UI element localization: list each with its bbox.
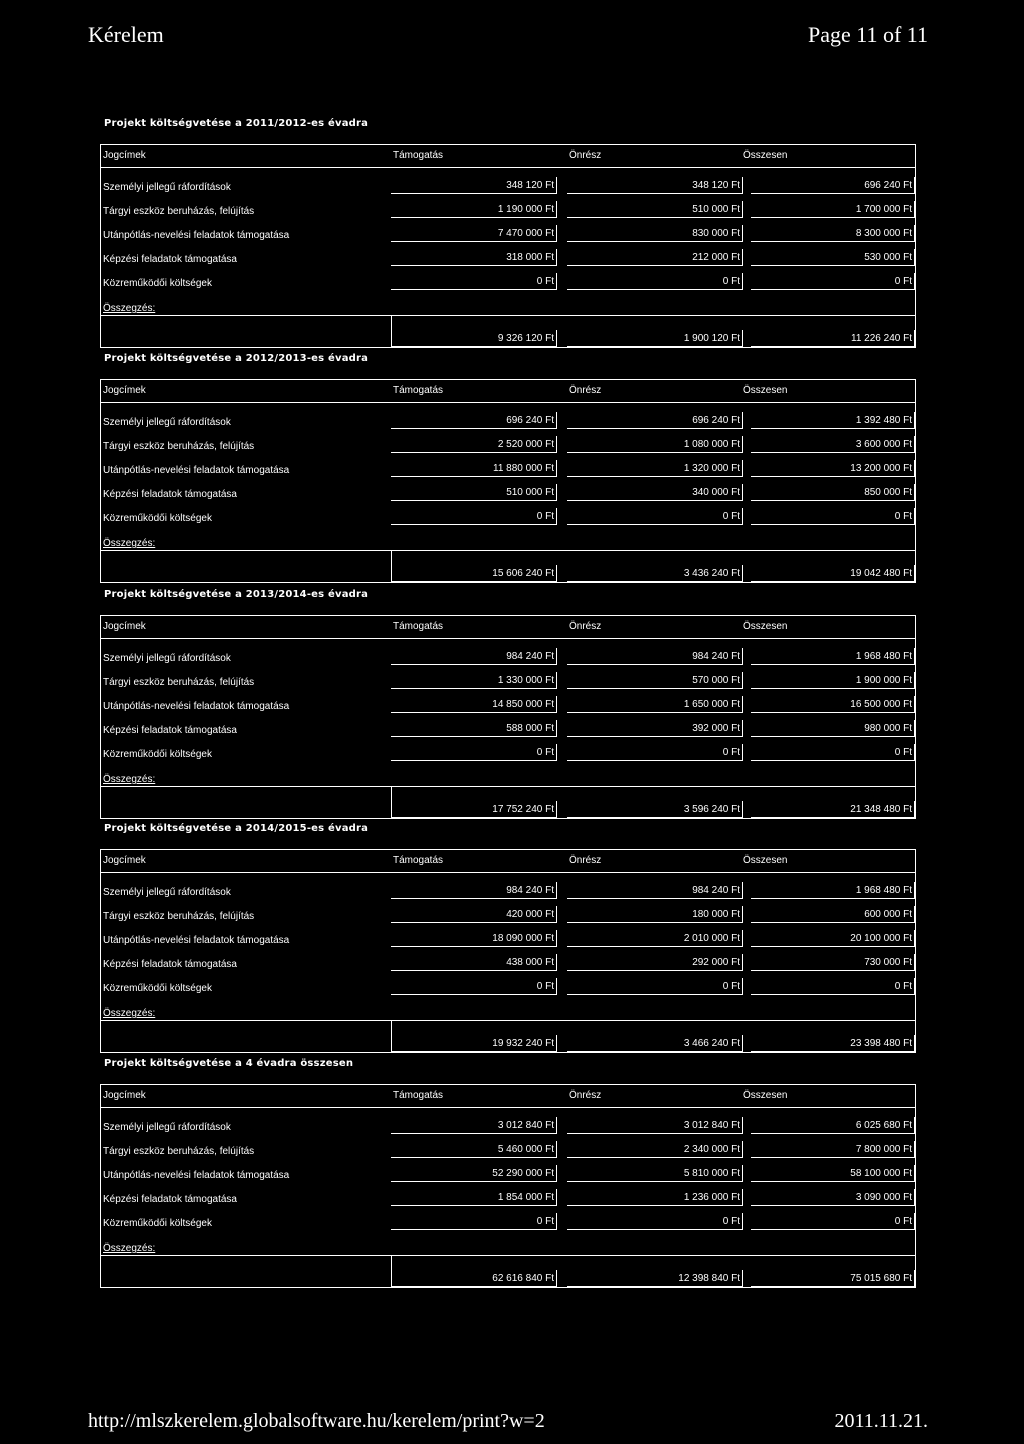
col-header-onresz: Önrész (569, 385, 602, 396)
section-title: Projekt költségvetése a 2011/2012-es évadra (104, 118, 369, 129)
osszesen-value: 0 Ft (751, 1213, 915, 1230)
col-header-tamogatas: Támogatás (393, 385, 444, 396)
table-row (101, 670, 915, 690)
summary-label: Összegzés: (103, 1243, 156, 1254)
col-header-jogcimek: Jogcímek (103, 150, 146, 161)
row-label: Utánpótlás-nevelési feladatok támogatása (103, 230, 290, 241)
row-label: Közreműködői költségek (103, 1218, 212, 1229)
document-title: Kérelem (88, 22, 164, 47)
row-label: Képzési feladatok támogatása (103, 959, 237, 970)
onresz-value: 0 Ft (567, 744, 743, 761)
col-header-osszesen: Összesen (743, 855, 788, 866)
col-header-tamogatas: Támogatás (393, 1090, 444, 1101)
budget-table (100, 1084, 916, 1288)
onresz-value: 348 120 Ft (567, 177, 743, 194)
row-label: Közreműködői költségek (103, 278, 212, 289)
col-header-tamogatas: Támogatás (393, 150, 444, 161)
table-row (101, 646, 915, 666)
summary-row (101, 1020, 915, 1053)
sum-onresz: 12 398 840 Ft (567, 1270, 743, 1287)
osszesen-value: 6 025 680 Ft (751, 1117, 915, 1134)
summary-label: Összegzés: (103, 1008, 156, 1019)
tamogatas-value: 1 190 000 Ft (391, 201, 557, 218)
osszesen-value: 600 000 Ft (751, 906, 915, 923)
sum-onresz: 1 900 120 Ft (567, 330, 743, 347)
tamogatas-value: 18 090 000 Ft (391, 930, 557, 947)
table-row (101, 410, 915, 430)
summary-label: Összegzés: (103, 303, 156, 314)
table-row (101, 434, 915, 454)
tamogatas-value: 984 240 Ft (391, 882, 557, 899)
tamogatas-value: 52 290 000 Ft (391, 1165, 557, 1182)
table-row (101, 928, 915, 948)
onresz-value: 1 320 000 Ft (567, 460, 743, 477)
row-label: Közreműködői költségek (103, 983, 212, 994)
osszesen-value: 980 000 Ft (751, 720, 915, 737)
col-header-tamogatas: Támogatás (393, 621, 444, 632)
table-row (101, 247, 915, 267)
table-row (101, 482, 915, 502)
tamogatas-value: 1 330 000 Ft (391, 672, 557, 689)
section-title: Projekt költségvetése a 4 évadra összesen (104, 1058, 354, 1069)
table-row (101, 718, 915, 738)
osszesen-value: 0 Ft (751, 508, 915, 525)
tamogatas-value: 510 000 Ft (391, 484, 557, 501)
tamogatas-value: 3 012 840 Ft (391, 1117, 557, 1134)
row-label: Utánpótlás-nevelési feladatok támogatása (103, 465, 290, 476)
table-row (101, 199, 915, 219)
osszesen-value: 8 300 000 Ft (751, 225, 915, 242)
summary-row (101, 1255, 915, 1288)
tamogatas-value: 1 854 000 Ft (391, 1189, 557, 1206)
osszesen-value: 20 100 000 Ft (751, 930, 915, 947)
osszesen-value: 16 500 000 Ft (751, 696, 915, 713)
col-header-osszesen: Összesen (743, 385, 788, 396)
onresz-value: 1 236 000 Ft (567, 1189, 743, 1206)
table-row (101, 880, 915, 900)
sum-osszesen: 11 226 240 Ft (751, 330, 915, 347)
tamogatas-value: 7 470 000 Ft (391, 225, 557, 242)
tamogatas-value: 348 120 Ft (391, 177, 557, 194)
osszesen-value: 0 Ft (751, 978, 915, 995)
col-header-osszesen: Összesen (743, 1090, 788, 1101)
table-row (101, 1211, 915, 1231)
table-row (101, 952, 915, 972)
osszesen-value: 3 090 000 Ft (751, 1189, 915, 1206)
tamogatas-value: 5 460 000 Ft (391, 1141, 557, 1158)
table-row (101, 175, 915, 195)
budget-table (100, 144, 916, 348)
tamogatas-value: 438 000 Ft (391, 954, 557, 971)
row-label: Képzési feladatok támogatása (103, 489, 237, 500)
onresz-value: 340 000 Ft (567, 484, 743, 501)
budget-table (100, 615, 916, 819)
onresz-value: 570 000 Ft (567, 672, 743, 689)
budget-table (100, 379, 916, 583)
tamogatas-value: 984 240 Ft (391, 648, 557, 665)
col-header-onresz: Önrész (569, 1090, 602, 1101)
table-row (101, 1163, 915, 1183)
table-row (101, 1115, 915, 1135)
sum-tamogatas: 62 616 840 Ft (391, 1270, 557, 1287)
osszesen-value: 1 392 480 Ft (751, 412, 915, 429)
tamogatas-value: 11 880 000 Ft (391, 460, 557, 477)
table-row (101, 742, 915, 762)
onresz-value: 292 000 Ft (567, 954, 743, 971)
onresz-value: 2 340 000 Ft (567, 1141, 743, 1158)
osszesen-value: 58 100 000 Ft (751, 1165, 915, 1182)
sum-tamogatas: 17 752 240 Ft (391, 801, 557, 818)
table-row (101, 1187, 915, 1207)
col-header-jogcimek: Jogcímek (103, 621, 146, 632)
tamogatas-value: 0 Ft (391, 1213, 557, 1230)
sum-onresz: 3 466 240 Ft (567, 1035, 743, 1052)
onresz-value: 696 240 Ft (567, 412, 743, 429)
row-label: Tárgyi eszköz beruházás, felújítás (103, 206, 255, 217)
onresz-value: 984 240 Ft (567, 648, 743, 665)
summary-label: Összegzés: (103, 774, 156, 785)
row-label: Személyi jellegű ráfordítások (103, 417, 231, 428)
section-title: Projekt költségvetése a 2012/2013-es évadra (104, 353, 369, 364)
col-header-jogcimek: Jogcímek (103, 385, 146, 396)
sum-osszesen: 21 348 480 Ft (751, 801, 915, 818)
table-row (101, 506, 915, 526)
sum-osszesen: 23 398 480 Ft (751, 1035, 915, 1052)
row-label: Személyi jellegű ráfordítások (103, 653, 231, 664)
onresz-value: 2 010 000 Ft (567, 930, 743, 947)
table-row (101, 1139, 915, 1159)
section-title: Projekt költségvetése a 2013/2014-es évadra (104, 589, 369, 600)
osszesen-value: 1 968 480 Ft (751, 648, 915, 665)
row-label: Közreműködői költségek (103, 513, 212, 524)
onresz-value: 392 000 Ft (567, 720, 743, 737)
table-row (101, 223, 915, 243)
row-label: Képzési feladatok támogatása (103, 254, 237, 265)
table-row (101, 271, 915, 291)
row-label: Utánpótlás-nevelési feladatok támogatása (103, 1170, 290, 1181)
col-header-onresz: Önrész (569, 150, 602, 161)
row-label: Személyi jellegű ráfordítások (103, 887, 231, 898)
osszesen-value: 1 700 000 Ft (751, 201, 915, 218)
osszesen-value: 7 800 000 Ft (751, 1141, 915, 1158)
summary-row (101, 315, 915, 348)
onresz-value: 984 240 Ft (567, 882, 743, 899)
summary-row (101, 550, 915, 583)
table-row (101, 694, 915, 714)
onresz-value: 510 000 Ft (567, 201, 743, 218)
row-label: Személyi jellegű ráfordítások (103, 182, 231, 193)
table-row (101, 904, 915, 924)
onresz-value: 0 Ft (567, 978, 743, 995)
tamogatas-value: 696 240 Ft (391, 412, 557, 429)
section-title: Projekt költségvetése a 2014/2015-es évadra (104, 823, 369, 834)
col-header-osszesen: Összesen (743, 621, 788, 632)
sum-tamogatas: 9 326 120 Ft (391, 330, 557, 347)
onresz-value: 830 000 Ft (567, 225, 743, 242)
osszesen-value: 730 000 Ft (751, 954, 915, 971)
col-header-onresz: Önrész (569, 855, 602, 866)
row-label: Közreműködői költségek (103, 749, 212, 760)
tamogatas-value: 0 Ft (391, 978, 557, 995)
col-header-tamogatas: Támogatás (393, 855, 444, 866)
osszesen-value: 530 000 Ft (751, 249, 915, 266)
table-row (101, 458, 915, 478)
osszesen-value: 1 968 480 Ft (751, 882, 915, 899)
tamogatas-value: 2 520 000 Ft (391, 436, 557, 453)
osszesen-value: 3 600 000 Ft (751, 436, 915, 453)
tamogatas-value: 14 850 000 Ft (391, 696, 557, 713)
row-label: Képzési feladatok támogatása (103, 1194, 237, 1205)
onresz-value: 0 Ft (567, 508, 743, 525)
col-header-jogcimek: Jogcímek (103, 855, 146, 866)
footer-date: 2011.11.21. (834, 1410, 928, 1432)
osszesen-value: 1 900 000 Ft (751, 672, 915, 689)
sum-onresz: 3 436 240 Ft (567, 565, 743, 582)
tamogatas-value: 0 Ft (391, 273, 557, 290)
summary-row (101, 786, 915, 819)
row-label: Utánpótlás-nevelési feladatok támogatása (103, 701, 290, 712)
col-header-onresz: Önrész (569, 621, 602, 632)
row-label: Személyi jellegű ráfordítások (103, 1122, 231, 1133)
tamogatas-value: 420 000 Ft (391, 906, 557, 923)
sum-osszesen: 75 015 680 Ft (751, 1270, 915, 1287)
osszesen-value: 0 Ft (751, 744, 915, 761)
sum-onresz: 3 596 240 Ft (567, 801, 743, 818)
onresz-value: 5 810 000 Ft (567, 1165, 743, 1182)
onresz-value: 1 080 000 Ft (567, 436, 743, 453)
budget-table (100, 849, 916, 1053)
row-label: Tárgyi eszköz beruházás, felújítás (103, 1146, 255, 1157)
sum-osszesen: 19 042 480 Ft (751, 565, 915, 582)
row-label: Képzési feladatok támogatása (103, 725, 237, 736)
footer-url: http://mlszkerelem.globalsoftware.hu/kerelem/print?w=2 (88, 1410, 545, 1432)
tamogatas-value: 318 000 Ft (391, 249, 557, 266)
tamogatas-value: 0 Ft (391, 508, 557, 525)
onresz-value: 3 012 840 Ft (567, 1117, 743, 1134)
page-indicator: Page 11 of 11 (808, 22, 928, 47)
tamogatas-value: 588 000 Ft (391, 720, 557, 737)
onresz-value: 180 000 Ft (567, 906, 743, 923)
col-header-osszesen: Összesen (743, 150, 788, 161)
sum-tamogatas: 19 932 240 Ft (391, 1035, 557, 1052)
osszesen-value: 696 240 Ft (751, 177, 915, 194)
onresz-value: 212 000 Ft (567, 249, 743, 266)
row-label: Tárgyi eszköz beruházás, felújítás (103, 441, 255, 452)
tamogatas-value: 0 Ft (391, 744, 557, 761)
row-label: Tárgyi eszköz beruházás, felújítás (103, 677, 255, 688)
row-label: Tárgyi eszköz beruházás, felújítás (103, 911, 255, 922)
onresz-value: 0 Ft (567, 273, 743, 290)
osszesen-value: 850 000 Ft (751, 484, 915, 501)
col-header-jogcimek: Jogcímek (103, 1090, 146, 1101)
onresz-value: 0 Ft (567, 1213, 743, 1230)
table-row (101, 976, 915, 996)
row-label: Utánpótlás-nevelési feladatok támogatása (103, 935, 290, 946)
summary-label: Összegzés: (103, 538, 156, 549)
sum-tamogatas: 15 606 240 Ft (391, 565, 557, 582)
osszesen-value: 0 Ft (751, 273, 915, 290)
onresz-value: 1 650 000 Ft (567, 696, 743, 713)
osszesen-value: 13 200 000 Ft (751, 460, 915, 477)
